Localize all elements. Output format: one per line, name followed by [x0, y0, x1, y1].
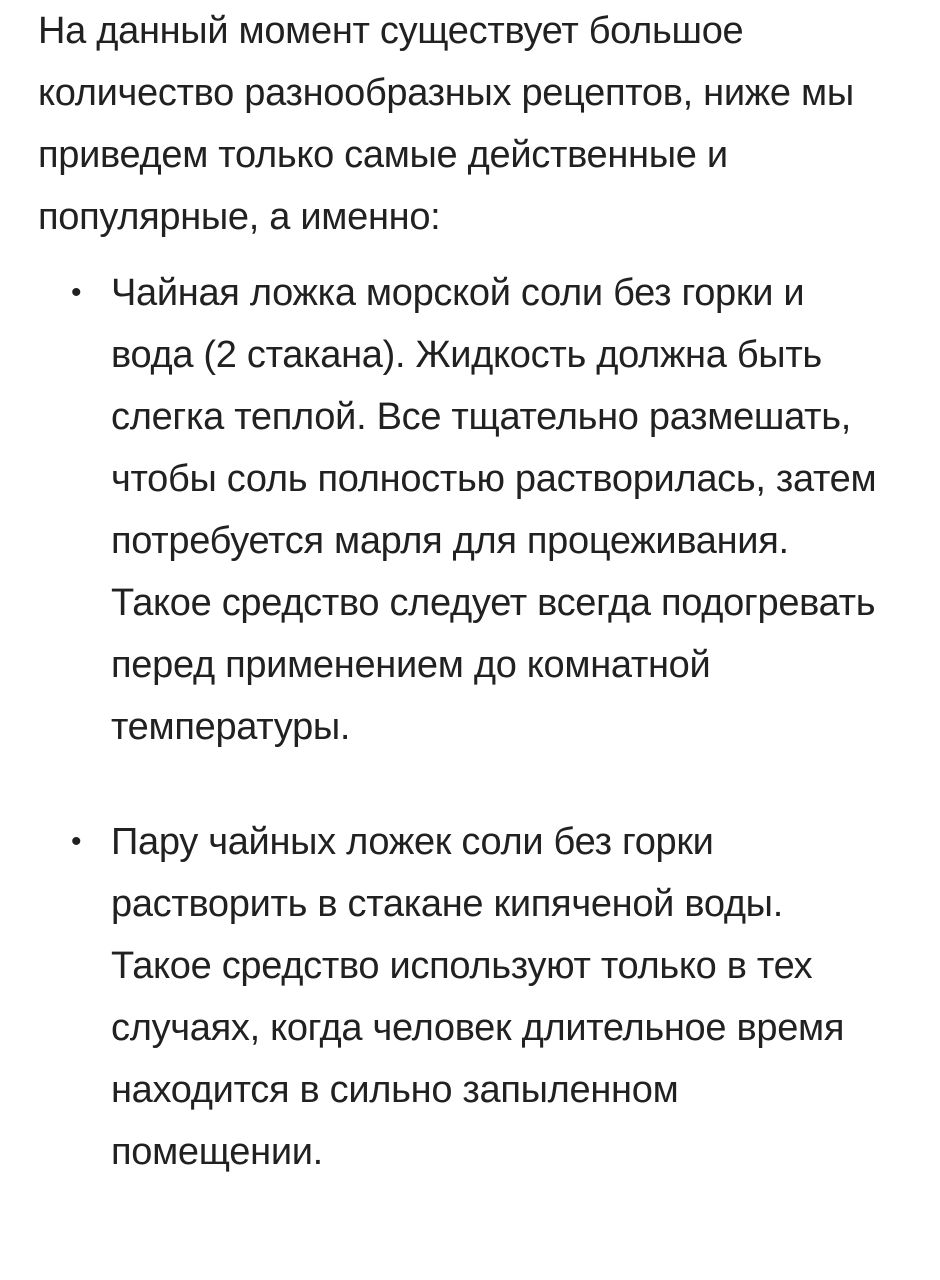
- recipe-text: Чайная ложка морской соли без горки и вода (2 стакана). Жидкость должна быть слегка теплой. Все тщательно размешать, чтобы соль полностью растворилась, затем потребуется марля для процеживания. Такое средство следует всегда подогревать перед применением до комнатной температуры.: [111, 272, 877, 748]
- article-body: [38, 0, 918, 1183]
- recipe-list: [38, 262, 918, 1183]
- bullet-icon: •: [71, 276, 82, 309]
- intro-paragraph: На данный момент существует большое количество разнообразных рецептов, ниже мы приведем только самые действенные и популярные, а именно:: [38, 10, 854, 238]
- recipe-text: Пару чайных ложек соли без горки растворить в стакане кипяченой воды. Такое средство используют только в тех случаях, когда человек длительное время находится в сильно запыленном помещении.: [111, 821, 845, 1173]
- bullet-icon: •: [71, 825, 82, 858]
- list-item: [38, 811, 891, 1183]
- list-item: [38, 262, 891, 758]
